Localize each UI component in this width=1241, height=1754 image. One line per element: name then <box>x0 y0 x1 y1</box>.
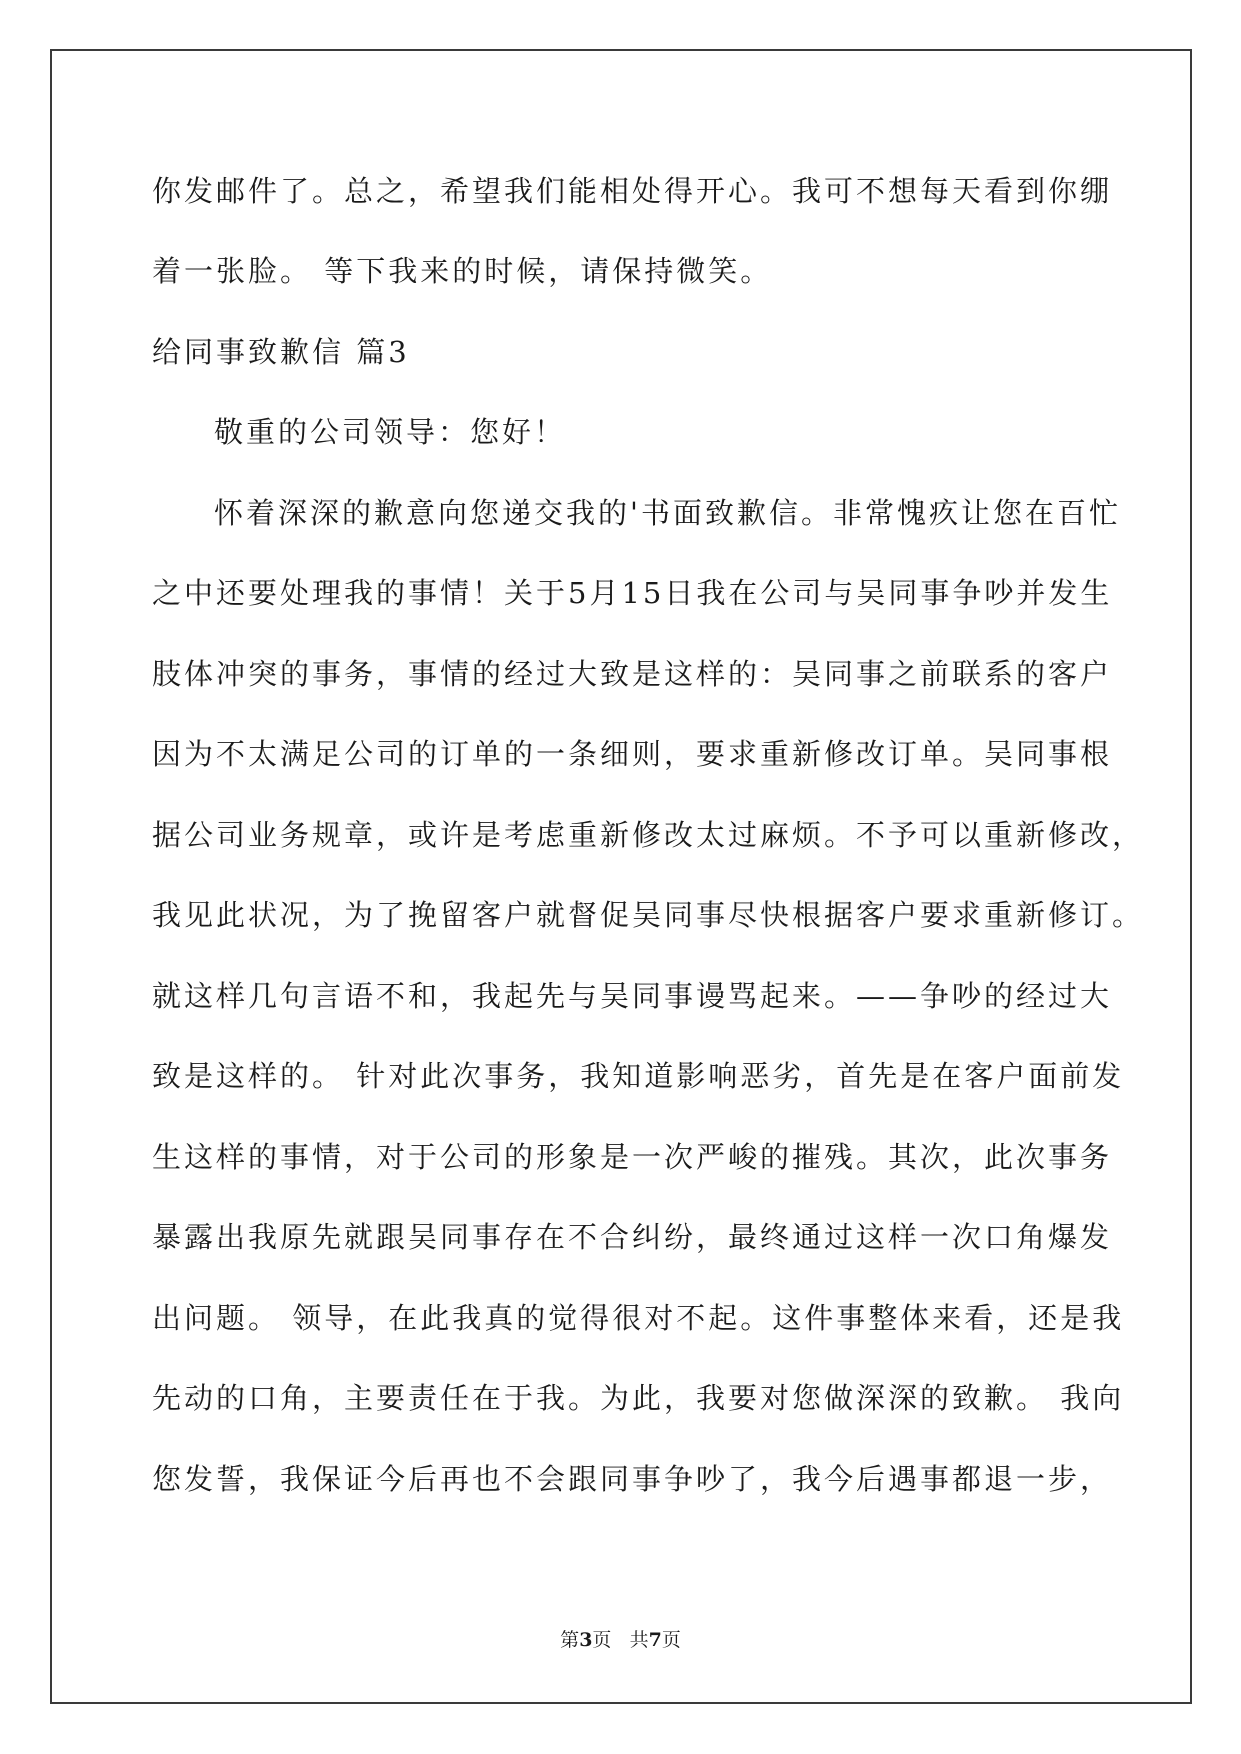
footer-total-suffix: 页 <box>661 1629 681 1651</box>
footer-total-prefix: 共 <box>629 1629 649 1651</box>
footer-page-suffix: 页 <box>592 1629 612 1651</box>
body-line-5: 怀着深深的歉意向您递交我的'书面致歉信。非常愧疚让您在百忙 <box>214 496 1121 530</box>
footer-page-number: 3 <box>579 1629 593 1651</box>
body-line-10: 我见此状况，为了挽留客户就督促吴同事尽快根据客户要求重新修订。 <box>152 898 1145 932</box>
body-line-1: 你发邮件了。总之，希望我们能相处得开心。我可不想每天看到你绷 <box>152 174 1113 208</box>
body-line-6: 之中还要处理我的事情！关于5月15日我在公司与吴同事争吵并发生 <box>152 576 1113 610</box>
body-line-15: 出问题。 领导，在此我真的觉得很对不起。这件事整体来看，还是我 <box>152 1301 1125 1335</box>
body-line-2: 着一张脸。 等下我来的时候，请保持微笑。 <box>152 254 773 288</box>
body-line-16: 先动的口角，主要责任在于我。为此，我要对您做深深的致歉。 我向 <box>152 1381 1125 1415</box>
body-line-13: 生这样的事情，对于公司的形象是一次严峻的摧残。其次，此次事务 <box>152 1140 1113 1174</box>
footer-page-prefix: 第 <box>560 1629 580 1651</box>
body-line-8: 因为不太满足公司的订单的一条细则，要求重新修改订单。吴同事根 <box>152 737 1113 771</box>
salutation: 敬重的公司领导：您好！ <box>214 415 567 449</box>
body-line-17: 您发誓，我保证今后再也不会跟同事争吵了，我今后遇事都退一步， <box>152 1462 1113 1496</box>
page-footer <box>0 1628 1241 1652</box>
body-line-9: 据公司业务规章，或许是考虑重新修改太过麻烦。不予可以重新修改， <box>152 818 1145 852</box>
footer-total-number: 7 <box>648 1629 662 1651</box>
body-line-12: 致是这样的。 针对此次事务，我知道影响恶劣，首先是在客户面前发 <box>152 1059 1125 1093</box>
section-heading: 给同事致歉信 篇3 <box>152 335 410 369</box>
page-frame <box>50 49 1192 1704</box>
body-line-14: 暴露出我原先就跟吴同事存在不合纠纷，最终通过这样一次口角爆发 <box>152 1220 1113 1254</box>
body-line-7: 肢体冲突的事务，事情的经过大致是这样的：吴同事之前联系的客户 <box>152 657 1113 691</box>
body-line-11: 就这样几句言语不和，我起先与吴同事谩骂起来。——争吵的经过大 <box>152 979 1113 1013</box>
